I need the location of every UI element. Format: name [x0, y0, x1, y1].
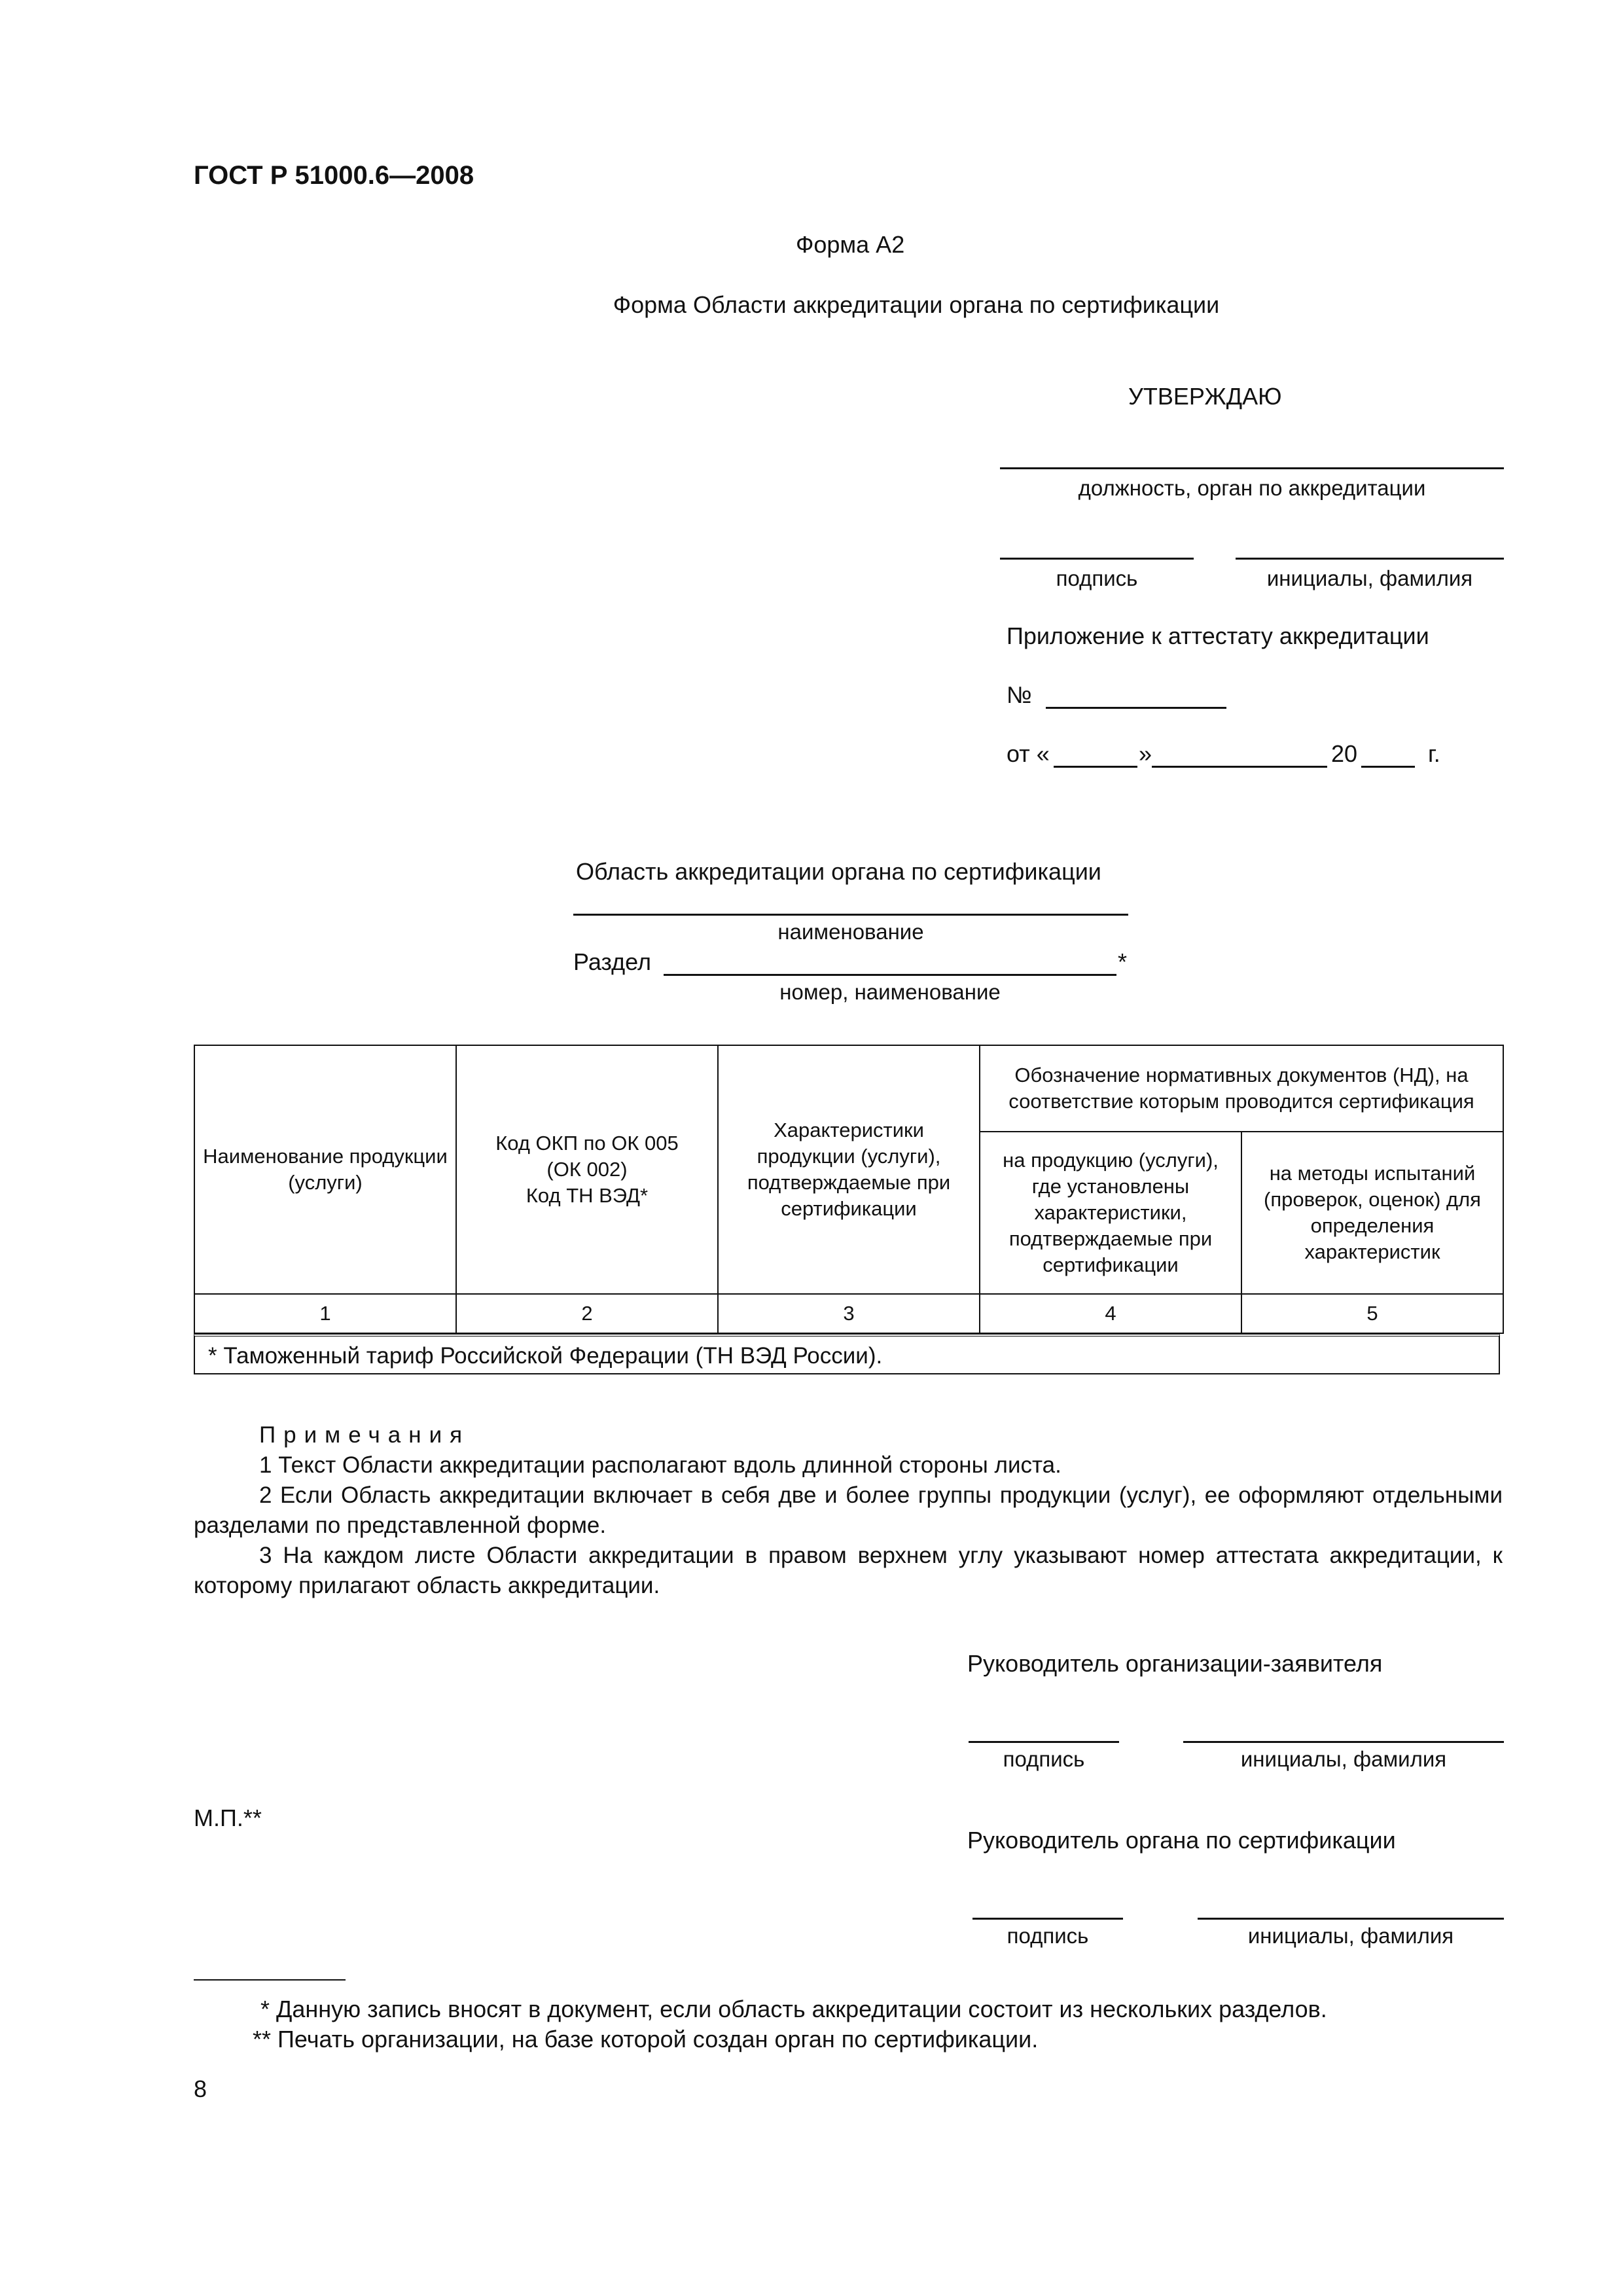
document-header: ГОСТ Р 51000.6—2008	[194, 161, 474, 190]
date-suffix: г.	[1428, 740, 1440, 767]
number-line	[1046, 707, 1226, 709]
col-product-name: Наименование продукции (услуги)	[194, 1045, 456, 1294]
applicant-name-line	[1183, 1741, 1504, 1743]
applicant-name-caption: инициалы, фамилия	[1240, 1747, 1447, 1771]
date-month-line	[1152, 766, 1327, 768]
stamp-label: М.П.**	[194, 1804, 262, 1831]
date-from: от «	[1007, 740, 1050, 767]
date-year-line	[1361, 766, 1415, 768]
date-quote-close: »	[1139, 740, 1152, 767]
date-year-prefix: 20	[1331, 740, 1358, 767]
col-docs-products: на продукцию (услуги), где установлены характеристики, подтверждаемые при сертификации	[980, 1132, 1241, 1294]
page-number: 8	[194, 2075, 207, 2102]
section-caption: номер, наименование	[779, 980, 1001, 1004]
appendix-label: Приложение к аттестату аккредитации	[1007, 622, 1429, 649]
table-footnote-row: * Таможенный тариф Российской Федерации (ТН ВЭД России).	[194, 1334, 1500, 1374]
notes	[194, 1420, 1503, 1601]
accreditation-table	[194, 1045, 1503, 1334]
name-caption: инициалы, фамилия	[1266, 566, 1473, 590]
cert-name-line	[1198, 1918, 1504, 1920]
form-title: Форма Области аккредитации органа по сертификации	[613, 291, 1220, 318]
col-number-5: 5	[1241, 1294, 1503, 1333]
col-characteristics: Характеристики продукции (услуги), подтверждаемые при сертификации	[718, 1045, 980, 1294]
notes-title: Примечания	[259, 1422, 471, 1448]
scope-title: Область аккредитации органа по сертификации	[576, 858, 1101, 885]
signature-caption: подпись	[1056, 566, 1138, 590]
cert-name-caption: инициалы, фамилия	[1247, 1924, 1454, 1948]
scope-name-caption: наименование	[777, 920, 924, 944]
cert-signature-line	[972, 1918, 1123, 1920]
date-day-line	[1054, 766, 1137, 768]
col-number-3: 3	[718, 1294, 980, 1333]
cert-body-head-label: Руководитель органа по сертификации	[967, 1827, 1396, 1854]
section-line	[664, 974, 1116, 976]
position-caption: должность, орган по аккредитации	[1078, 476, 1426, 500]
col-normative-docs: Обозначение нормативных документов (НД), на соответствие которым проводится сертификация	[980, 1045, 1503, 1132]
col-number-1: 1	[194, 1294, 456, 1333]
scope-name-line	[573, 914, 1128, 916]
applicant-signature-caption: подпись	[1003, 1747, 1085, 1771]
footnote-item: ** Печать организации, на базе которой создан орган по сертификации.	[253, 2026, 1039, 2053]
number-prefix: №	[1007, 681, 1032, 708]
position-line	[1000, 467, 1504, 469]
note-item: 3 На каждом листе Области аккредитации в правом верхнем углу указывают номер аттестата аккредитации, к которому прилагают область аккредитации.	[194, 1543, 1503, 1598]
applicant-signature-line	[969, 1741, 1119, 1743]
signature-line	[1000, 558, 1194, 560]
section-asterisk: *	[1118, 948, 1128, 975]
form-label: Форма А2	[796, 231, 905, 258]
footnote-separator	[194, 1979, 346, 1981]
col-number-2: 2	[456, 1294, 718, 1333]
col-number-4: 4	[980, 1294, 1241, 1333]
section-label: Раздел	[573, 948, 651, 975]
cert-signature-caption: подпись	[1007, 1924, 1089, 1948]
col-docs-methods: на методы испытаний (проверок, оценок) для определения характеристик	[1241, 1132, 1503, 1294]
note-item: 2 Если Область аккредитации включает в себя две и более группы продукции (услуг), ее оформляют отдельными разделами по представленной форме.	[194, 1482, 1503, 1538]
col-okp-code: Код ОКП по ОК 005 (ОК 002) Код ТН ВЭД*	[456, 1045, 718, 1294]
note-item: 1 Текст Области аккредитации располагают вдоль длинной стороны листа.	[259, 1452, 1061, 1478]
approve-label: УТВЕРЖДАЮ	[1128, 383, 1282, 410]
applicant-head-label: Руководитель организации-заявителя	[967, 1650, 1383, 1677]
name-line	[1236, 558, 1504, 560]
footnote-item: * Данную запись вносят в документ, если область аккредитации состоит из нескольких разделов.	[260, 1996, 1327, 2022]
